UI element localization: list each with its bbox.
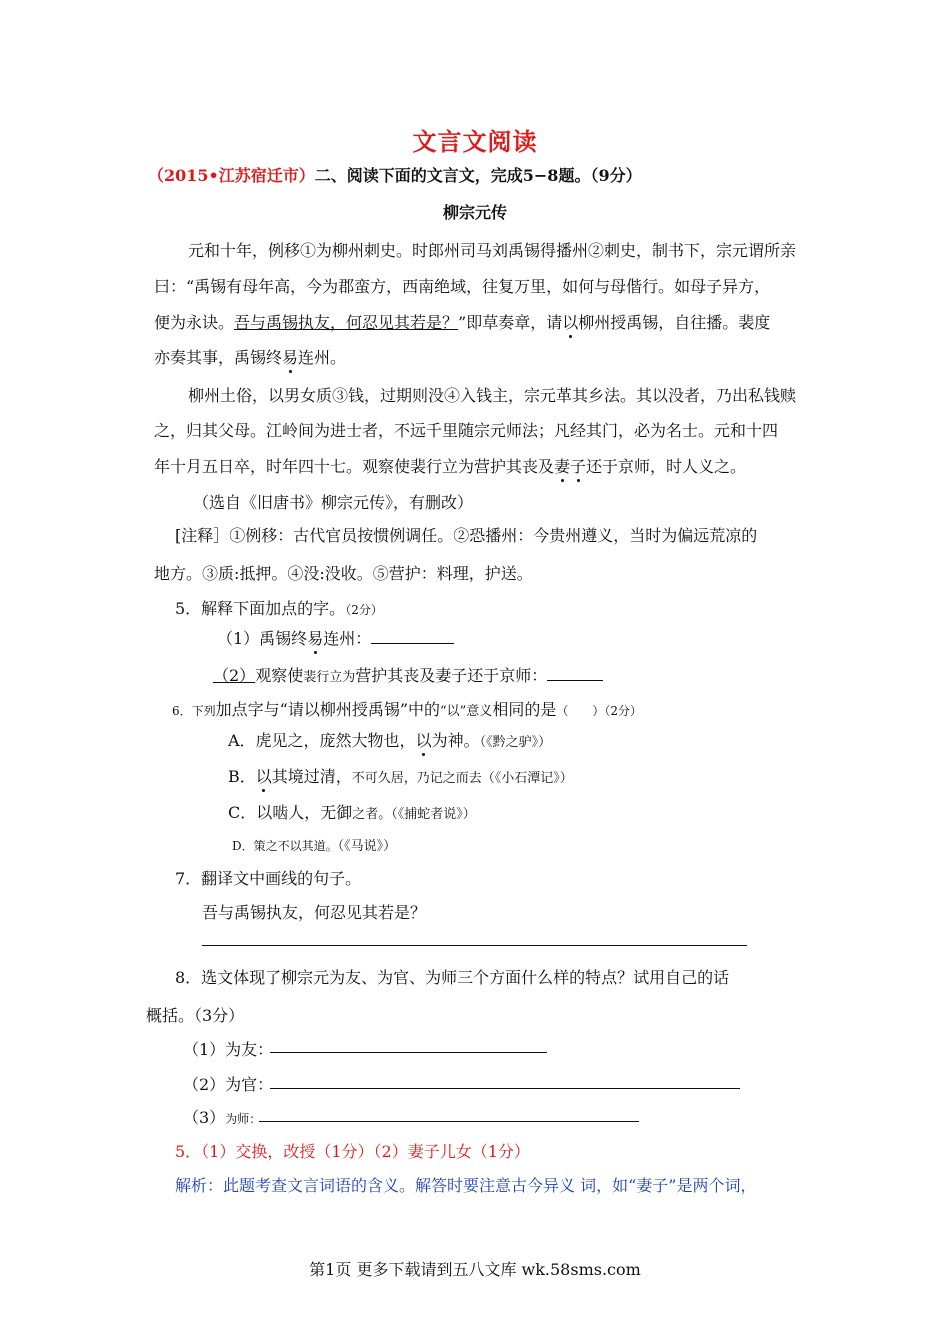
q6-stem-part: （ ）（2分） bbox=[556, 704, 642, 718]
q5-item-text: （1）禹锡终 bbox=[217, 629, 308, 648]
passage-citation: （选自《旧唐书》柳宗元传》，有删改） bbox=[193, 493, 474, 512]
q5-item-text: 连州： bbox=[323, 629, 372, 648]
q5-answer-blank-2[interactable] bbox=[547, 664, 603, 681]
option-text: 其境过清， bbox=[271, 767, 352, 786]
answer-explanation: 解析：此题考查文言词语的含义。解答时要注意古今异义 词，如“妻子”是两个词， bbox=[175, 1176, 757, 1195]
passage-line: 元和十年，例移①为柳州刺史。时郎州司马刘禹锡得播州②刺史，制书下，宗元谓所亲 bbox=[188, 241, 797, 260]
passage-line bbox=[154, 310, 770, 333]
option-text: 为神。 bbox=[431, 731, 480, 750]
q8-answer-line-2[interactable] bbox=[270, 1088, 740, 1089]
passage-text: 还于京师，时人义之。 bbox=[586, 457, 747, 476]
q5-stem bbox=[175, 596, 383, 619]
underlined-sentence: 吾与禹锡执友，何忍见其若是？ bbox=[234, 313, 459, 332]
q6-option-d[interactable] bbox=[232, 835, 396, 854]
q5-item-text-small: 裴行立为 bbox=[303, 670, 356, 685]
q7-answer-line[interactable] bbox=[202, 945, 747, 946]
q6-stem-part: “以”意义 bbox=[440, 704, 493, 719]
q8-item-1 bbox=[183, 1037, 273, 1060]
dotted-char: 易 bbox=[307, 629, 324, 648]
option-source: （《捕蛇者说》） bbox=[391, 807, 476, 822]
q8-item-label: （1）为友： bbox=[183, 1040, 274, 1059]
q8-item-2 bbox=[183, 1072, 273, 1095]
option-text: B． bbox=[228, 767, 256, 786]
q5-item-number: （2） bbox=[213, 666, 256, 685]
q6-option-a[interactable] bbox=[228, 728, 551, 751]
q8-item-label-small: 为师： bbox=[225, 1112, 262, 1126]
dotted-char: 以 bbox=[415, 731, 432, 750]
option-text: A．虎见之，庞然大物也， bbox=[228, 731, 416, 750]
passage-text: 年十月五日卒，时年四十七。观察使裴行立为营护其丧及 bbox=[154, 457, 555, 476]
q5-item-text: 营护其丧及妻子还于京师： bbox=[355, 666, 548, 685]
passage-text: 柳州授禹锡，自往播。裴度 bbox=[578, 313, 771, 332]
dotted-char: 以 bbox=[562, 313, 579, 332]
option-text-small: 之者。 bbox=[352, 807, 392, 822]
q5-item-1 bbox=[217, 626, 454, 649]
page-title: 文言文阅读 bbox=[412, 127, 538, 156]
option-text-small: 不可久居，乃记之而去（《小石潭记》） bbox=[351, 771, 573, 786]
q5-item-2 bbox=[213, 663, 603, 686]
q5-answer-blank-1[interactable] bbox=[371, 627, 454, 644]
q5-item-text: 观察使 bbox=[255, 666, 304, 685]
q8-stem-line: 概括。（3分） bbox=[146, 1006, 245, 1025]
passage-text: 便为永诀。 bbox=[154, 313, 235, 332]
dotted-char: 子 bbox=[570, 457, 587, 476]
dotted-char: 妻 bbox=[554, 457, 571, 476]
passage-line: 之，归其父母。江岭间为进士者，不远千里随宗元师法；凡经其门，必为名士。元和十四 bbox=[154, 421, 779, 440]
page-footer: 第1页 更多下载请到五八文库 wk.58sms.com bbox=[309, 1260, 641, 1279]
q8-answer-line-1[interactable] bbox=[270, 1052, 547, 1053]
passage-line bbox=[154, 454, 746, 477]
source-tag: （2015•江苏宿迁市） bbox=[148, 166, 315, 185]
q6-option-b[interactable] bbox=[228, 764, 573, 787]
passage-text: ”即草奏章，请 bbox=[458, 313, 563, 332]
q7-stem: 7．翻译文中画线的句子。 bbox=[175, 869, 362, 888]
q5-stem-text: 5．解释下面加点的字。 bbox=[175, 599, 346, 618]
passage-title: 柳宗元传 bbox=[442, 203, 507, 222]
q6-stem bbox=[172, 697, 642, 720]
q6-stem-part: 加点字与“请以柳州授禹锡”中的 bbox=[215, 700, 441, 719]
q8-item-3 bbox=[183, 1105, 261, 1128]
answer-key: 5．（1）交换，改授（1分）（2）妻子儿女（1分） bbox=[175, 1142, 530, 1161]
passage-line: 柳州土俗，以男女质③钱，过期则没④入钱主，宗元革其乡法。其以没者，乃出私钱赎 bbox=[188, 386, 797, 405]
q6-stem-part: 6．下列 bbox=[172, 704, 216, 718]
q6-option-c[interactable] bbox=[228, 800, 476, 823]
dotted-char: 以 bbox=[255, 767, 272, 786]
option-source: （《马说》） bbox=[337, 839, 397, 854]
option-text: D．策之不以其道。 bbox=[232, 839, 338, 853]
option-text: C．以啮人，无御 bbox=[228, 803, 353, 822]
passage-text: 连州。 bbox=[298, 348, 347, 367]
q5-score: （2分） bbox=[345, 603, 383, 617]
note-line: 地方。③质:抵押。④没:没收。⑤营护：料理，护送。 bbox=[154, 564, 533, 583]
passage-line: 曰：“禹锡有母年高，今为郡蛮方，西南绝域，往复万里，如何与母偕行。如母子异方， bbox=[154, 277, 771, 296]
dotted-char: 易 bbox=[282, 348, 299, 367]
note-line: [注释］①例移：古代官员按惯例调任。②恐播州：今贵州遵义，当时为偏远荒凉的 bbox=[175, 526, 758, 545]
q6-stem-part: 相同的是 bbox=[492, 700, 557, 719]
q8-item-label: （3） bbox=[183, 1108, 226, 1127]
q8-answer-line-3[interactable] bbox=[259, 1121, 639, 1122]
option-source: （《黔之驴》） bbox=[479, 735, 552, 750]
passage-text: 亦奏其事，禹锡终 bbox=[154, 348, 283, 367]
passage-line bbox=[154, 345, 346, 368]
source-text: 二、阅读下面的文言文，完成5−8题。（9分） bbox=[314, 166, 642, 185]
question-source bbox=[148, 163, 642, 186]
q8-stem-line: 8．选文体现了柳宗元为友、为官、为师三个方面什么样的特点？试用自己的话 bbox=[175, 968, 730, 987]
q8-item-label: （2）为官： bbox=[183, 1075, 274, 1094]
q7-sentence: 吾与禹锡执友，何忍见其若是？ bbox=[202, 903, 427, 922]
